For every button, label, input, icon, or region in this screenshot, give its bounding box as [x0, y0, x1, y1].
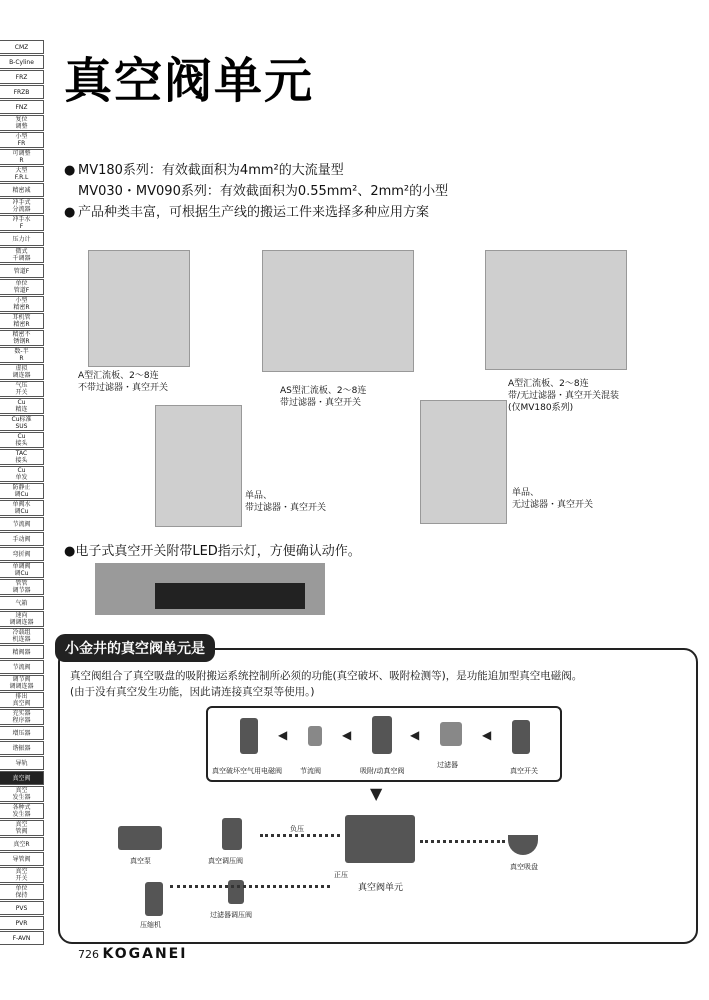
- bullet-icon: ●: [64, 205, 76, 220]
- side-tab: 弯折阀: [0, 547, 44, 561]
- page-number: 726: [78, 948, 99, 961]
- led-switch-photo: [95, 563, 325, 615]
- side-tab: 单阀水 调Cu: [0, 500, 44, 516]
- bullet-line-3: 产品种类丰富，可根据生产线的搬运工件来选择多种应用方案: [78, 205, 430, 220]
- flow-label-vacuum-valve: 吸附/动真空阀: [360, 767, 405, 775]
- side-tab: 增压器: [0, 726, 44, 740]
- arrow-down-icon: ▼: [370, 784, 383, 803]
- side-tab: 真空 管阀: [0, 820, 44, 836]
- side-tab: 单位 保持: [0, 884, 44, 900]
- flow-label-throttle: 节流阀: [300, 767, 321, 775]
- side-tab: FRZ: [0, 70, 44, 84]
- side-tab: 导轨: [0, 756, 44, 770]
- arrow-left-icon: ◀: [278, 728, 288, 742]
- side-tab: 气箱: [0, 596, 44, 610]
- panel-text: [70, 668, 690, 700]
- caption-as-type: AS型汇流板、2～8连 带过滤器・真空开关: [280, 386, 367, 408]
- arrow-left-icon: ◀: [410, 728, 420, 742]
- filter-regulator-icon: [228, 880, 244, 904]
- pressure-line: [170, 885, 330, 888]
- panel-text-line-1: 真空阀组合了真空吸盘的吸附搬运系统控制所必须的功能(真空破坏、吸附检测等)，是功能追加型真空电磁阀。: [70, 670, 583, 682]
- product-photo-single-filter: [155, 405, 242, 527]
- flow-label-filter: 过滤器: [437, 761, 458, 769]
- side-tab: F-AVN: [0, 931, 44, 945]
- caption-single-nofilter: 单品、 无过滤器・真空开关: [512, 488, 594, 510]
- side-tab: 复位 调整: [0, 115, 44, 131]
- side-index: [0, 40, 48, 946]
- side-tab: 压力计: [0, 232, 44, 246]
- bullet-line-1: MV180系列：有效截面积为4mm²的大流量型: [78, 163, 344, 178]
- side-tab: 冲手式 分流器: [0, 198, 44, 214]
- side-tab: Cu 接头: [0, 432, 44, 448]
- feature-bullets: [64, 160, 448, 223]
- side-tab: 数-半 R: [0, 347, 44, 363]
- vacuum-regulator-icon: [222, 818, 242, 850]
- side-tab: 精密不 锈钢R: [0, 330, 44, 346]
- vacuum-pump-icon: [118, 826, 162, 850]
- side-tab: 气压 开关: [0, 381, 44, 397]
- side-tab: 耳机管 精密R: [0, 313, 44, 329]
- compressor-icon: [145, 882, 163, 916]
- side-tab: 小型 精密R: [0, 296, 44, 312]
- page-footer: [78, 946, 187, 962]
- label-compressor: 压缩机: [140, 921, 161, 929]
- side-tab: FNZ: [0, 100, 44, 114]
- caption-single-filter: 单品、 带过滤器・真空开关: [245, 491, 327, 513]
- side-tab: 排出 真空阀: [0, 692, 44, 708]
- side-tab: 可调整 R: [0, 149, 44, 165]
- side-tab: 节流阀: [0, 517, 44, 531]
- brand-logo: KOGANEI: [102, 946, 188, 962]
- filter-icon: [440, 722, 462, 746]
- flow-label-solenoid: 真空破坏空气用电磁阀: [212, 767, 282, 775]
- side-tab: 真空R: [0, 837, 44, 851]
- product-photo-single-nofilter: [420, 400, 507, 524]
- switch-display: [155, 583, 305, 609]
- flow-label-switch: 真空开关: [510, 767, 538, 775]
- side-tab: Cu 单发: [0, 466, 44, 482]
- side-tab: 真空阀: [0, 771, 44, 785]
- side-tab: 调节阀 调调连器: [0, 675, 44, 691]
- page-title: 真空阀单元: [64, 53, 315, 109]
- label-vacuum-flow: 负压: [290, 825, 304, 833]
- side-tab: 精密减: [0, 183, 44, 197]
- label-pressure-flow: 正压: [334, 871, 348, 879]
- side-tab: PVR: [0, 916, 44, 930]
- side-tab: 真空 开关: [0, 867, 44, 883]
- pad-line: [420, 840, 505, 843]
- side-tab: 微式 千调器: [0, 247, 44, 263]
- side-tab: 管道F: [0, 264, 44, 278]
- side-tab: 速向 调调连器: [0, 611, 44, 627]
- vacuum-line: [260, 834, 340, 837]
- label-vacuum-unit: 真空阀单元: [358, 883, 404, 893]
- side-tab: Cu标准 SUS: [0, 415, 44, 431]
- caption-a-mixed: A型汇流板、2～8连 带/无过滤器・真空开关混装 (仅MV180系列): [508, 379, 620, 413]
- product-photo-a-mixed: [485, 250, 627, 370]
- label-vacuum-pump: 真空泵: [130, 857, 151, 865]
- side-tab: 小型 FR: [0, 132, 44, 148]
- side-tab: 防静止 调Cu: [0, 483, 44, 499]
- vacuum-valve-icon: [372, 716, 392, 754]
- bullet-line-2: MV030・MV090系列：有效截面积为0.55mm²、2mm²的小型: [78, 184, 449, 199]
- panel-text-line-2: (由于没有真空发生功能，因此请连接真空泵等使用。): [70, 686, 315, 698]
- label-vacuum-regulator: 真空调压阀: [208, 857, 243, 865]
- led-bullet: ●电子式真空开关附带LED指示灯，方便确认动作。: [64, 544, 361, 559]
- side-tab: 单位 管道F: [0, 279, 44, 295]
- side-tab: 大型 F.R.L: [0, 166, 44, 182]
- side-tab: 管管 调节器: [0, 579, 44, 595]
- caption-a-type: A型汇流板、2～8连 不带过滤器・真空开关: [78, 371, 169, 393]
- side-tab: 真空 发生器: [0, 786, 44, 802]
- bullet-icon: ●: [64, 163, 76, 178]
- side-tab: FRZB: [0, 85, 44, 99]
- panel-title: 小金井的真空阀单元是: [55, 634, 215, 662]
- side-tab: TAC 接头: [0, 449, 44, 465]
- side-tab: 单调阀 调Cu: [0, 562, 44, 578]
- side-tab: 虚拟 调连器: [0, 364, 44, 380]
- vacuum-switch-icon: [512, 720, 530, 754]
- side-tab: 节流阀: [0, 660, 44, 674]
- product-photo-a-type: [88, 250, 190, 367]
- side-tab: Cu 精连: [0, 398, 44, 414]
- side-tab: 精阀器: [0, 645, 44, 659]
- side-tab: 充实器 程序器: [0, 709, 44, 725]
- side-tab: 导管阀: [0, 852, 44, 866]
- vacuum-unit-icon: [345, 815, 415, 863]
- label-filter-regulator: 过滤器调压阀: [210, 911, 252, 919]
- bullet-icon: ●: [64, 544, 76, 559]
- throttle-valve-icon: [308, 726, 322, 746]
- side-tab: CMZ: [0, 40, 44, 54]
- side-tab: 冲手水 F: [0, 215, 44, 231]
- side-tab: B-Cyline: [0, 55, 44, 69]
- arrow-left-icon: ◀: [482, 728, 492, 742]
- arrow-left-icon: ◀: [342, 728, 352, 742]
- label-vacuum-pad: 真空吸盘: [510, 863, 538, 871]
- side-tab: 冷载组 机连器: [0, 628, 44, 644]
- side-tab: 谐振器: [0, 741, 44, 755]
- product-photo-as-type: [262, 250, 414, 372]
- solenoid-valve-icon: [240, 718, 258, 754]
- side-tab: 手动阀: [0, 532, 44, 546]
- side-tab: 各种式 发生器: [0, 803, 44, 819]
- side-tab: PVS: [0, 901, 44, 915]
